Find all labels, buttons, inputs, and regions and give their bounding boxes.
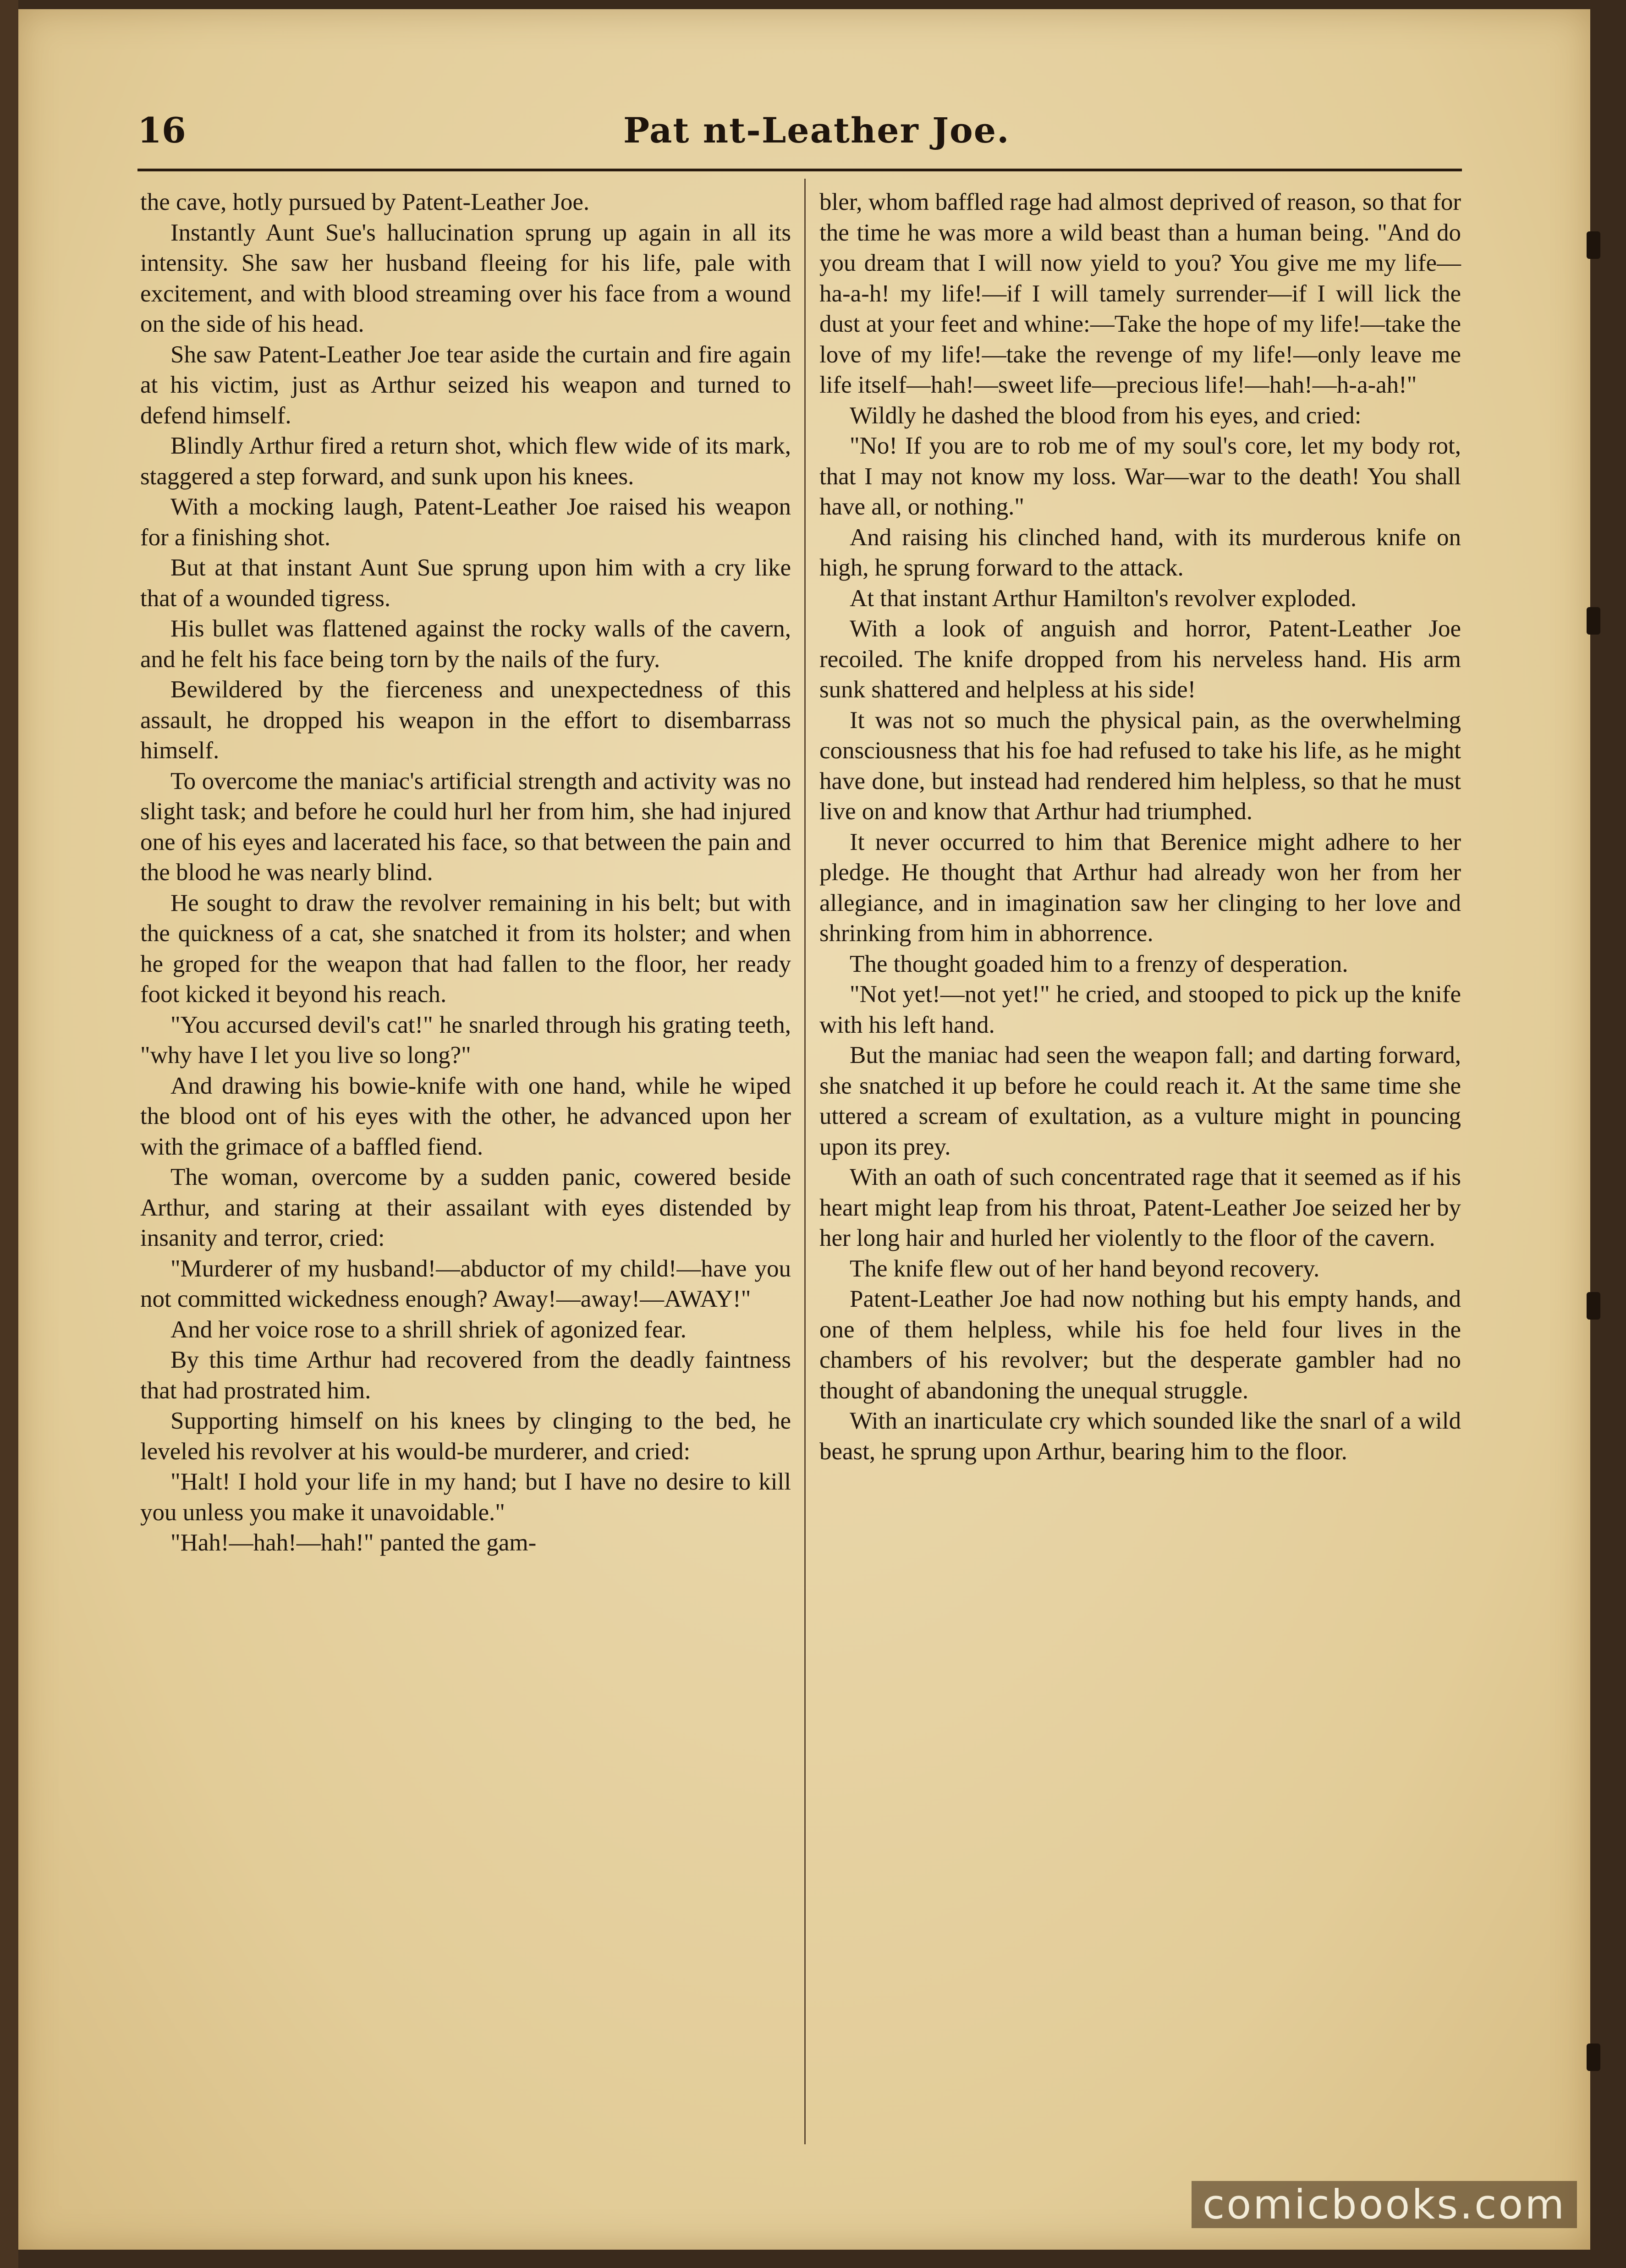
- paragraph: And her voice rose to a shrill shriek of agonized fear.: [170, 1316, 687, 1343]
- paragraph: "No! If you are to rob me of my soul's core, let my body rot, that I may not know my loss. War—war to the death! You shall have all, or nothing.": [819, 433, 1461, 520]
- paragraph: The thought goaded him to a frenzy of desperation.: [850, 950, 1348, 977]
- scan-edge-left: [0, 0, 18, 2268]
- paragraph: With a look of anguish and horror, Patent-Leather Joe recoiled. The knife dropped from his nerveless hand. His arm sunk shattered and helpless at his side!: [819, 615, 1461, 703]
- paragraph: Patent-Leather Joe had now nothing but his empty hands, and one of them helpless, while his foe held four lives in the chambers of his revolver; but the desperate gambler had no thought of abandoning the unequal struggle.: [819, 1286, 1461, 1404]
- paragraph: bler, whom baffled rage had almost deprived of reason, so that for the time he was more a wild beast than a human being. "And do you dream that I will now yield to you? You give me my life—ha-a-h! my life!—if I will tamely surrender—if I will lick the dust at your feet and whine:—Take the hope of my life!—take the love of my life!—take the revenge of my life!—only leave me life itself—hah!—sweet life—precious life!—hah!—h-a-ah!": [819, 189, 1461, 398]
- page-number: 16: [137, 110, 186, 151]
- paragraph: Instantly Aunt Sue's hallucination sprung up again in all its intensity. She saw her husband fleeing for his life, pale with excitement, and with blood streaming over his face from a wound on the side of his head.: [140, 219, 791, 337]
- paragraph: "You accursed devil's cat!" he snarled through his grating teeth, "why have I let you live so long?": [140, 1011, 791, 1068]
- paragraph: But the maniac had seen the weapon fall; and darting forward, she snatched it up before he could reach it. At the same time she uttered a scream of exultation, as a vulture might in pouncing upon its prey.: [819, 1042, 1461, 1160]
- paragraph: With a mocking laugh, Patent-Leather Joe raised his weapon for a finishing shot.: [140, 493, 791, 551]
- text-column-right: [819, 187, 1461, 1467]
- watermark: comicbooks.com: [1192, 2181, 1577, 2228]
- paragraph: She saw Patent-Leather Joe tear aside the curtain and fire again at his victim, just as Arthur seized his weapon and turned to defend himself.: [140, 341, 791, 429]
- binding-mark: [1587, 1292, 1600, 1320]
- binding-mark: [1587, 231, 1600, 259]
- binding-mark: [1587, 607, 1600, 635]
- header-rule: [137, 169, 1462, 171]
- paragraph: It never occurred to him that Berenice might adhere to her pledge. He thought that Arthur had already won her from her allegiance, and in imagination saw her clinging to her love and shrinking from him in abhorrence.: [819, 828, 1461, 947]
- paragraph: The woman, overcome by a sudden panic, cowered beside Arthur, and staring at their assailant with eyes distended by insanity and terror, cried:: [140, 1164, 791, 1251]
- paragraph: But at that instant Aunt Sue sprung upon him with a cry like that of a wounded tigress.: [140, 554, 791, 612]
- paragraph: Blindly Arthur fired a return shot, which flew wide of its mark, staggered a step forward, and sunk upon his knees.: [140, 433, 791, 490]
- paragraph: With an oath of such concentrated rage that it seemed as if his heart might leap from his throat, Patent-Leather Joe seized her by her long hair and hurled her violently to the floor of the cavern.: [819, 1164, 1461, 1251]
- paragraph: And raising his clinched hand, with its murderous knife on high, he sprung forward to the attack.: [819, 524, 1461, 581]
- paragraph: Bewildered by the fierceness and unexpectedness of this assault, he dropped his weapon in the effort to disembarrass himself.: [140, 676, 791, 764]
- paragraph: the cave, hotly pursued by Patent-Leather Joe.: [140, 189, 590, 215]
- paragraph: His bullet was flattened against the rocky walls of the cavern, and he felt his face being torn by the nails of the fury.: [140, 615, 791, 673]
- paragraph: With an inarticulate cry which sounded like the snarl of a wild beast, he sprung upon Arthur, bearing him to the floor.: [819, 1408, 1461, 1465]
- paragraph: To overcome the maniac's artificial strength and activity was no slight task; and before he could hurl her from him, she had injured one of his eyes and lacerated his face, so that between the pain and the blood he was nearly blind.: [140, 767, 791, 886]
- paragraph: He sought to draw the revolver remaining in his belt; but with the quickness of a cat, she snatched it from its holster; and when he groped for the weapon that had fallen to the floor, her ready foot kicked it beyond his reach.: [140, 889, 791, 1008]
- page-header: [137, 110, 1467, 165]
- column-divider: [804, 179, 806, 2144]
- running-title: Pat nt-Leather Joe.: [623, 110, 1010, 151]
- paragraph: "Halt! I hold your life in my hand; but I have no desire to kill you unless you make it unavoidable.": [140, 1468, 791, 1526]
- binding-mark: [1587, 2043, 1600, 2071]
- paragraph: At that instant Arthur Hamilton's revolver exploded.: [850, 585, 1357, 612]
- paragraph: The knife flew out of her hand beyond recovery.: [850, 1255, 1320, 1282]
- paragraph: Wildly he dashed the blood from his eyes, and cried:: [850, 402, 1362, 429]
- scan-edge-right: [1590, 0, 1626, 2268]
- paragraph: "Murderer of my husband!—abductor of my child!—have you not committed wickedness enough? Away!—away!—AWAY!": [140, 1255, 791, 1312]
- text-column-left: [140, 187, 791, 1558]
- paragraph: "Hah!—hah!—hah!" panted the gam-: [170, 1529, 537, 1556]
- paragraph: Supporting himself on his knees by clinging to the bed, he leveled his revolver at his would-be murderer, and cried:: [140, 1408, 791, 1465]
- paragraph: "Not yet!—not yet!" he cried, and stooped to pick up the knife with his left hand.: [819, 981, 1461, 1038]
- paragraph: By this time Arthur had recovered from the deadly faintness that had prostrated him.: [140, 1347, 791, 1404]
- paragraph: And drawing his bowie-knife with one hand, while he wiped the blood ont of his eyes with the other, he advanced upon her with the grimace of a baffled fiend.: [140, 1072, 791, 1160]
- paragraph: It was not so much the physical pain, as the overwhelming consciousness that his foe had refused to take his life, as he might have done, but instead had rendered him helpless, so that he must live on and know that Arthur had triumphed.: [819, 707, 1461, 825]
